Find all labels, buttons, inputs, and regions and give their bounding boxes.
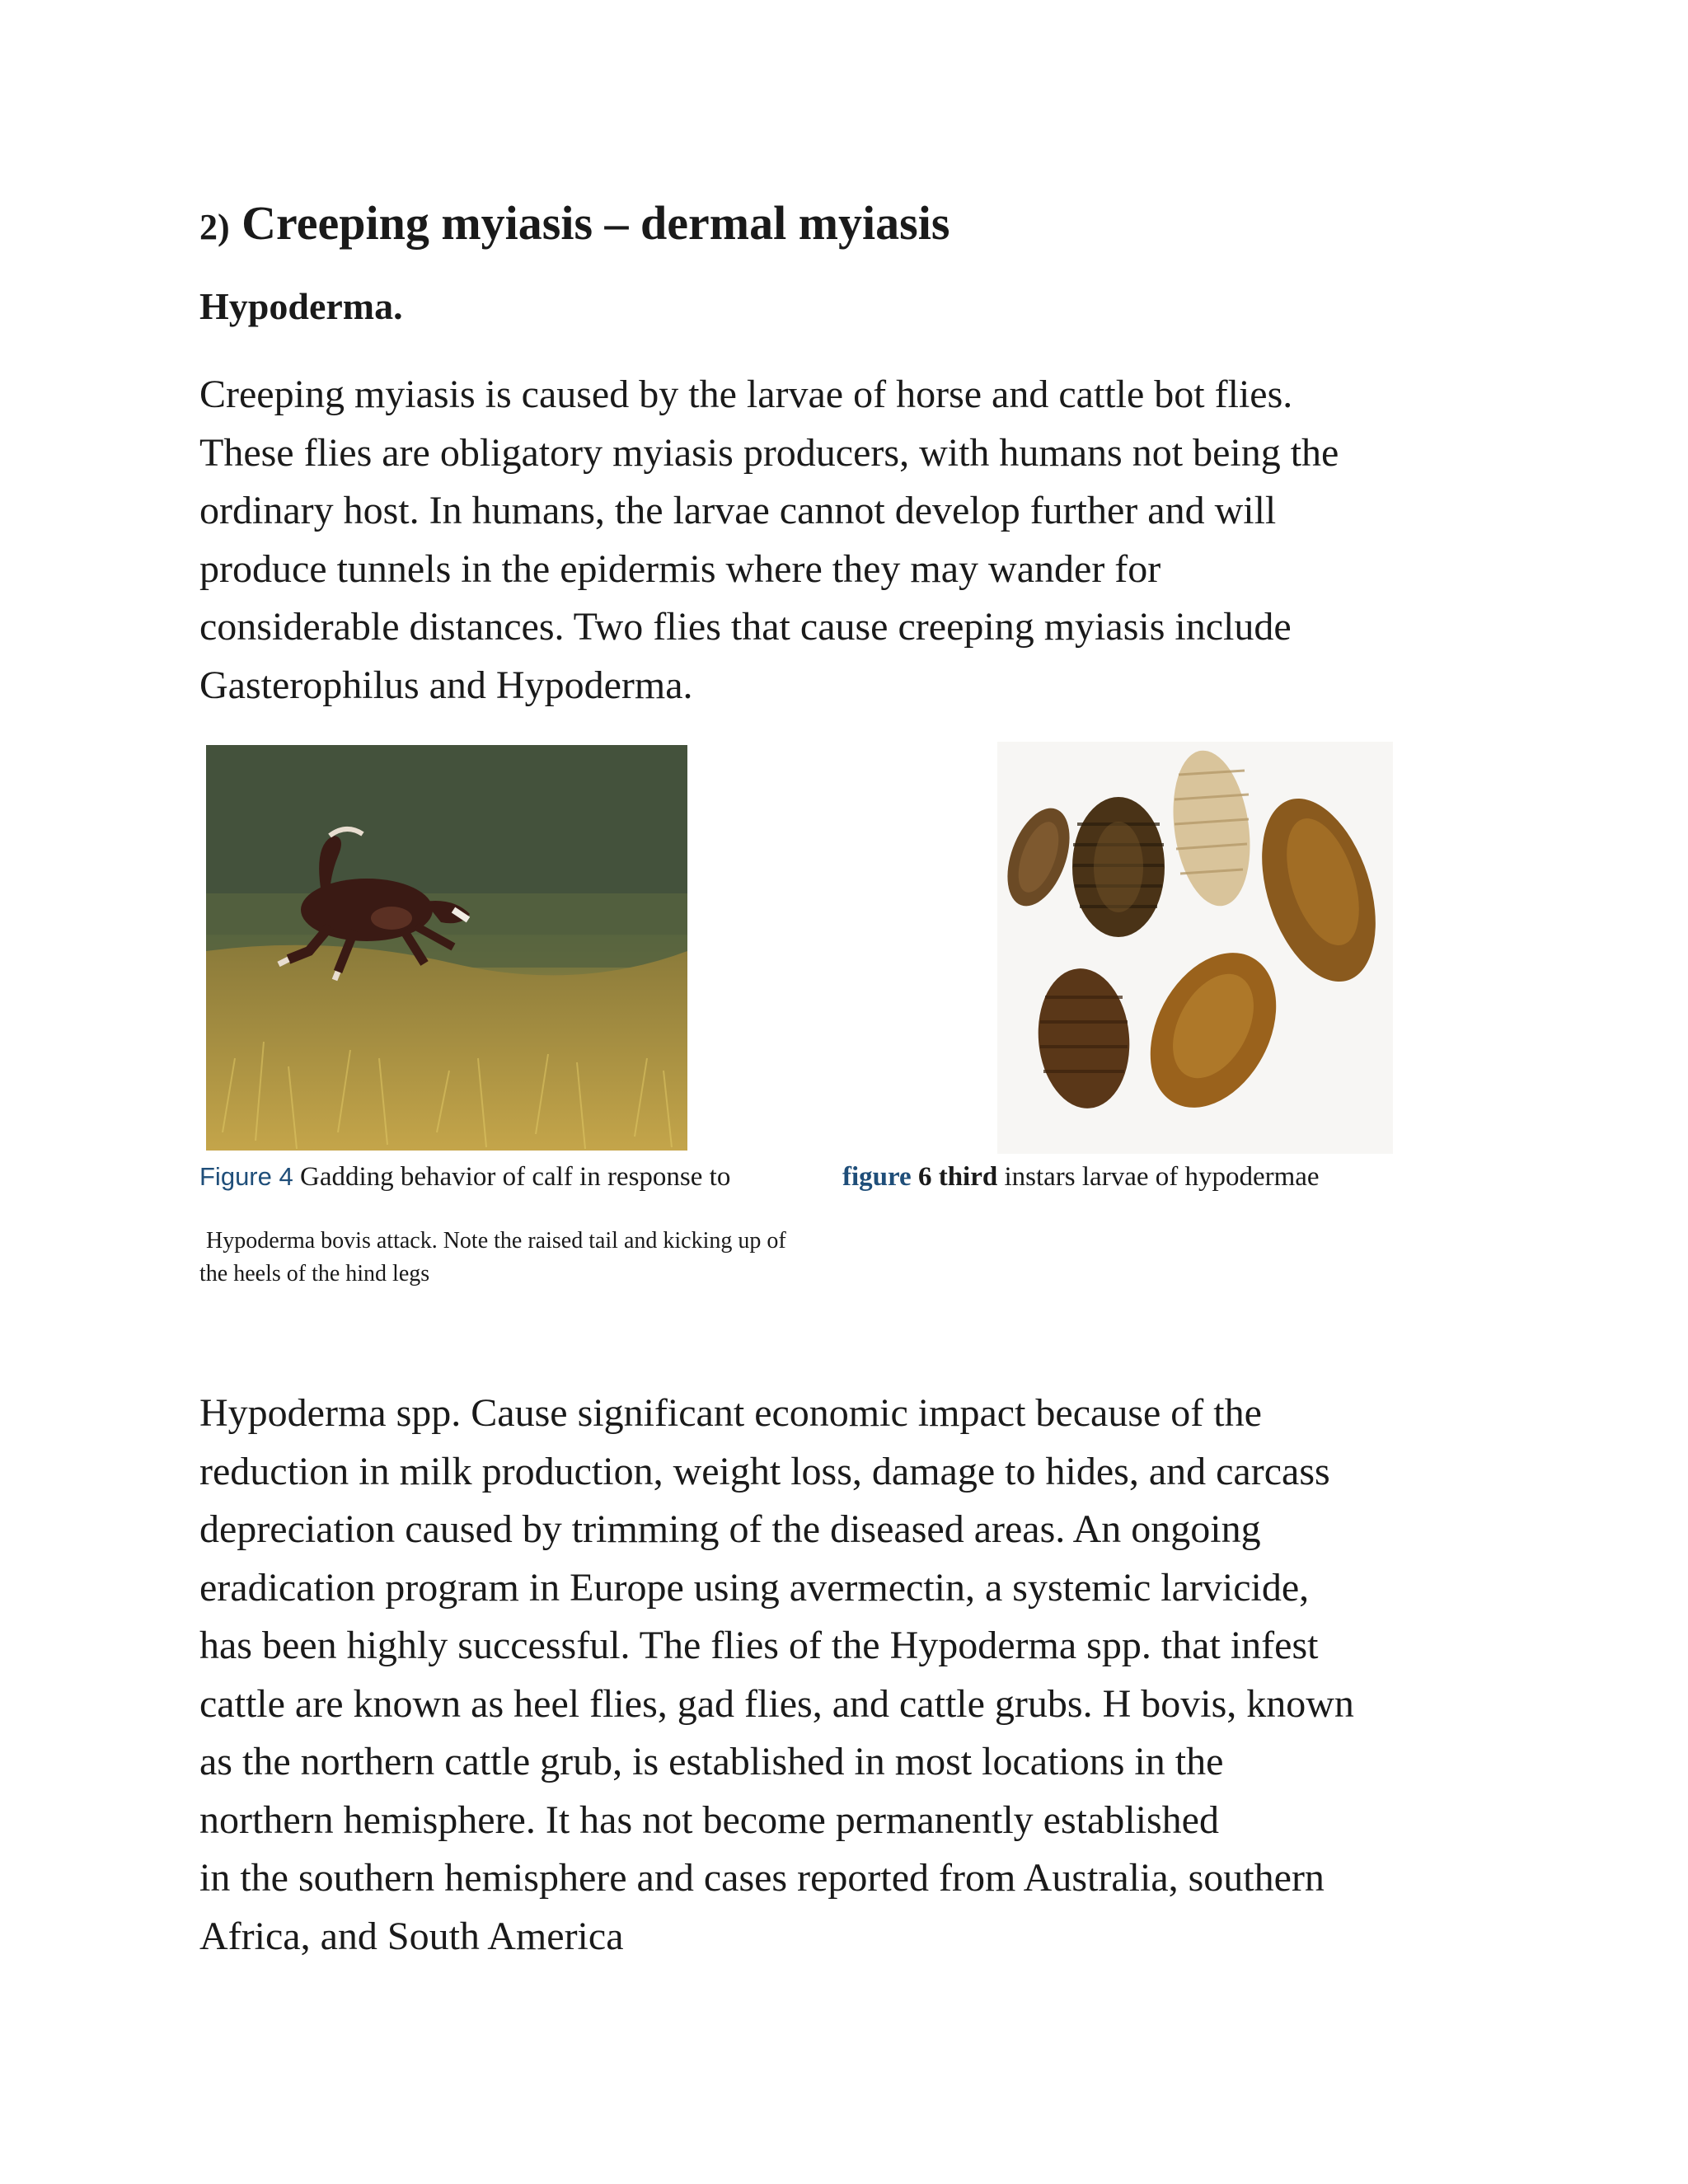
larvae-photo-drawing: [997, 742, 1393, 1154]
paragraph-line: produce tunnels in the epidermis where they may wander for: [199, 546, 1161, 591]
paragraph-line: These flies are obligatory myiasis producers, with humans not being the: [199, 430, 1339, 475]
paragraph-line: considerable distances. Two flies that cause creeping myiasis include: [199, 605, 1292, 649]
paragraph-line: ordinary host. In humans, the larvae cannot develop further and will: [199, 489, 1277, 532]
figure-4-label: Figure 4: [199, 1162, 293, 1191]
calf-photo-drawing: [206, 745, 687, 1151]
section-heading: [199, 194, 950, 252]
paragraph-economic-impact: [199, 1385, 1518, 1966]
figure-4-caption-line: the heels of the hind legs: [199, 1261, 430, 1286]
paragraph-line: northern hemisphere. It has not become permanently established: [199, 1797, 1219, 1842]
larva: [1072, 797, 1165, 937]
section-title: Creeping myiasis – dermal myiasis: [241, 196, 950, 250]
figure-6-label: figure: [842, 1162, 912, 1192]
paragraph-line: reduction in milk production, weight loss, damage to hides, and carcass: [199, 1449, 1330, 1493]
paragraph-line: depreciation caused by trimming of the diseased areas. An ongoing: [199, 1507, 1261, 1551]
paragraph-intro: [199, 366, 1518, 715]
figure-6-caption-text: instars larvae of hypodermae: [997, 1162, 1320, 1192]
paragraph-line: cattle are known as heel flies, gad flies, and cattle grubs. H bovis, known: [199, 1681, 1354, 1726]
calf-gadding-photo: [206, 745, 687, 1151]
paragraph-line: as the northern cattle grub, is established in most locations in the: [199, 1740, 1224, 1783]
figure-6-caption: [842, 1162, 1320, 1193]
paragraph-line: Gasterophilus and Hypoderma.: [199, 663, 693, 707]
paragraph-line: Creeping myiasis is caused by the larvae of horse and cattle bot flies.: [199, 373, 1293, 416]
figure-6-number: 6 third: [911, 1162, 998, 1192]
paragraph-line: Africa, and South America: [199, 1914, 624, 1958]
paragraph-line: has been highly successful. The flies of the Hypoderma spp. that infest: [199, 1624, 1319, 1667]
figure-4-caption: [199, 1162, 730, 1193]
section-number: 2): [199, 207, 230, 247]
paragraph-line: in the southern hemisphere and cases reported from Australia, southern: [199, 1856, 1325, 1900]
figure-4-caption-line: Hypoderma bovis attack. Note the raised tail and kicking up of: [206, 1228, 786, 1254]
figure-4-caption-text: Gadding behavior of calf in response to: [293, 1162, 731, 1192]
paragraph-line: Hypoderma spp. Cause significant economic impact because of the: [199, 1391, 1262, 1435]
hypoderma-larvae-photo: [997, 742, 1393, 1154]
subsection-heading: Hypoderma.: [199, 285, 403, 327]
paragraph-line: eradication program in Europe using avermectin, a systemic larvicide,: [199, 1565, 1310, 1610]
